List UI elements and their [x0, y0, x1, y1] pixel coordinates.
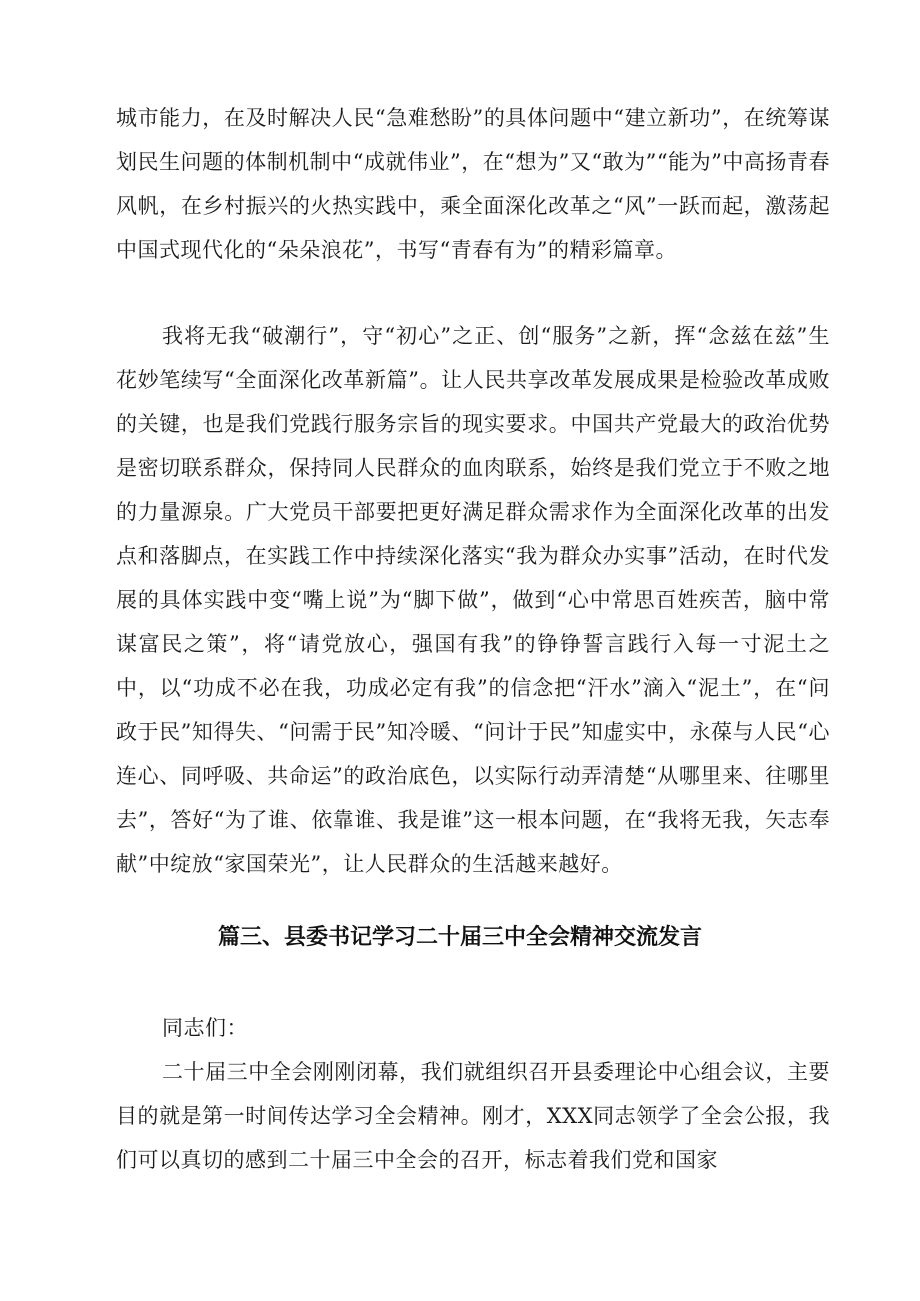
body-text-bottom — [116, 1006, 830, 1182]
paragraph-continued: 城市能力，在及时解决人民“急难愁盼”的具体问题中“建立新功”，在统筹谋划民生问题的体制机制中“成就伟业”，在“想为”又“敢为”“能为”中高扬青春风帆，在乡村振兴的火热实践中，乘全面深化改革之“风”一跃而起，激荡起中国式现代化的“朵朵浪花”，书写“青春有为”的精彩篇章。 — [116, 106, 830, 262]
paragraph-wowangwuwo: 我将无我“破潮行”，守“初心”之正、创“服务”之新，挥“念兹在兹”生花妙笔续写“全面深化改革新篇”。让人民共享改革发展成果是检验改革成败的关键，也是我们党践行服务宗旨的现实要求。中国共产党最大的政治优势是密切联系群众，保持同人民群众的血肉联系，始终是我们党立于不败之地的力量源泉。广大党员干部要把更好满足群众需求作为全面深化改革的出发点和落脚点，在实践工作中持续深化落实“我为群众办实事”活动，在时代发展的具体实践中变“嘴上说”为“脚下做”，做到“心中常思百姓疾苦，脑中常谋富民之策”，将“请党放心，强国有我”的铮铮誓言践行入每一寸泥土之中，以“功成不必在我，功成必定有我”的信念把“汗水”滴入“泥土”，在“问政于民”知得失、“问需于民”知冷暖、“问计于民”知虚实中，永葆与人民“心连心、同呼吸、共命运”的政治底色，以实际行动弄清楚“从哪里来、往哪里去”，答好“为了谁、依靠谁、我是谁”这一根本问题，在“我将无我，矢志奉献”中绽放“家国荣光”，让人民群众的生活越来越好。 — [116, 324, 830, 876]
body-text-top — [116, 96, 830, 272]
body-text-middle — [116, 314, 830, 886]
section-heading: 篇三、县委书记学习二十届三中全会精神交流发言 — [217, 925, 702, 950]
paragraph-opening: 二十届三中全会刚刚闭幕，我们就组织召开县委理论中心组会议，主要目的就是第一时间传达学习全会精神。刚才，XXX同志领学了全会公报，我们可以真切的感到二十届三中全会的召开，标志着我们党和国家 — [116, 1060, 830, 1172]
salutation: 同志们： — [162, 1016, 248, 1040]
